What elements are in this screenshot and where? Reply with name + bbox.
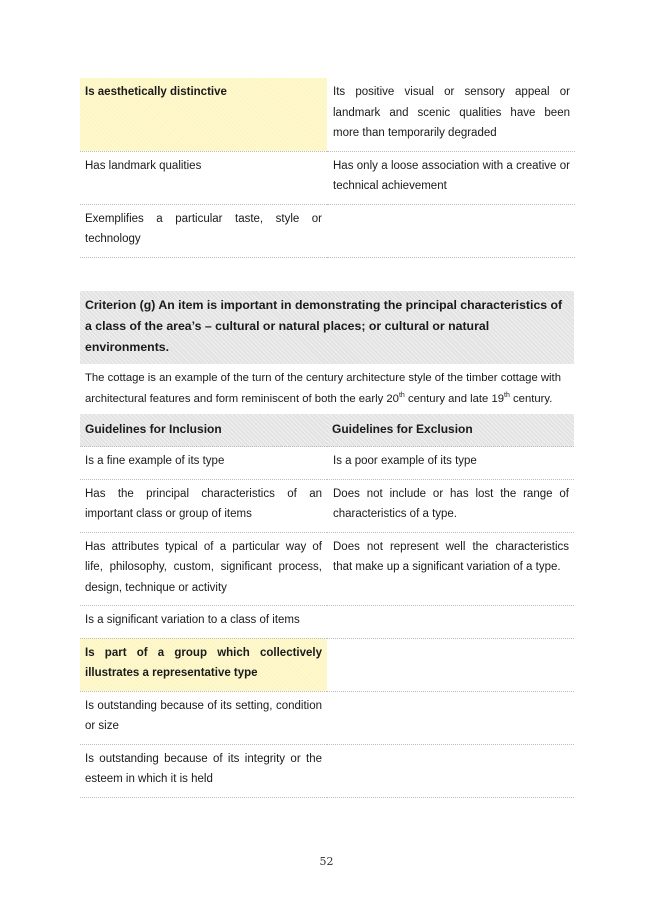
document-page	[80, 78, 574, 798]
exclusion-cell	[327, 638, 574, 691]
table-row	[80, 204, 575, 257]
inclusion-cell: Has attributes typical of a particular way of life, philosophy, custom, significant process, design, technique or activity	[80, 532, 327, 606]
inclusion-cell: Is a fine example of its type	[80, 447, 327, 480]
criterion-g-heading: Criterion (g) An item is important in demonstrating the principal characteristics of a class of the area’s – cultural or natural places; or cultural or natural environments.	[80, 291, 574, 364]
table-row	[80, 691, 574, 744]
table-row	[80, 479, 574, 532]
table-row	[80, 606, 574, 639]
inclusion-cell: Has the principal characteristics of an important class or group of items	[80, 479, 327, 532]
inclusion-cell: Is outstanding because of its integrity or the esteem in which it is held	[80, 744, 327, 797]
exclusion-cell	[327, 204, 575, 257]
criterion-g-paragraph: The cottage is an example of the turn of the century architecture style of the timber cottage with architectural features and form reminiscent of both the early 20th century and late 19th century.	[85, 371, 561, 405]
inclusion-cell: Is a significant variation to a class of items	[80, 606, 327, 639]
table-row	[80, 78, 575, 151]
exclusion-cell	[327, 606, 574, 639]
exclusion-cell: Is a poor example of its type	[327, 447, 574, 480]
exclusion-cell: Does not represent well the characteristics that make up a significant variation of a type.	[327, 532, 574, 606]
inclusion-cell: Is part of a group which collectively illustrates a representative type	[80, 638, 327, 691]
table-row	[80, 532, 574, 606]
header-inclusion: Guidelines for Inclusion	[80, 414, 327, 447]
table-row	[80, 151, 575, 204]
page-number: 52	[319, 855, 334, 868]
criterion-g-guidelines-table	[80, 414, 574, 798]
exclusion-cell: Has only a loose association with a creative or technical achievement	[327, 151, 575, 204]
exclusion-cell	[327, 691, 574, 744]
inclusion-cell: Exemplifies a particular taste, style or technology	[80, 204, 327, 257]
exclusion-cell: Does not include or has lost the range of characteristics of a type.	[327, 479, 574, 532]
exclusion-cell: Its positive visual or sensory appeal or landmark and scenic qualities have been more than temporarily degraded	[327, 78, 575, 151]
table-row	[80, 744, 574, 797]
table-header-row	[80, 414, 574, 447]
header-exclusion: Guidelines for Exclusion	[327, 414, 574, 447]
inclusion-cell: Has landmark qualities	[80, 151, 327, 204]
criterion-f-guidelines-table	[80, 78, 575, 258]
exclusion-cell	[327, 744, 574, 797]
table-row	[80, 447, 574, 480]
table-row	[80, 638, 574, 691]
inclusion-cell: Is outstanding because of its setting, condition or size	[80, 691, 327, 744]
inclusion-cell: Is aesthetically distinctive	[80, 78, 327, 151]
